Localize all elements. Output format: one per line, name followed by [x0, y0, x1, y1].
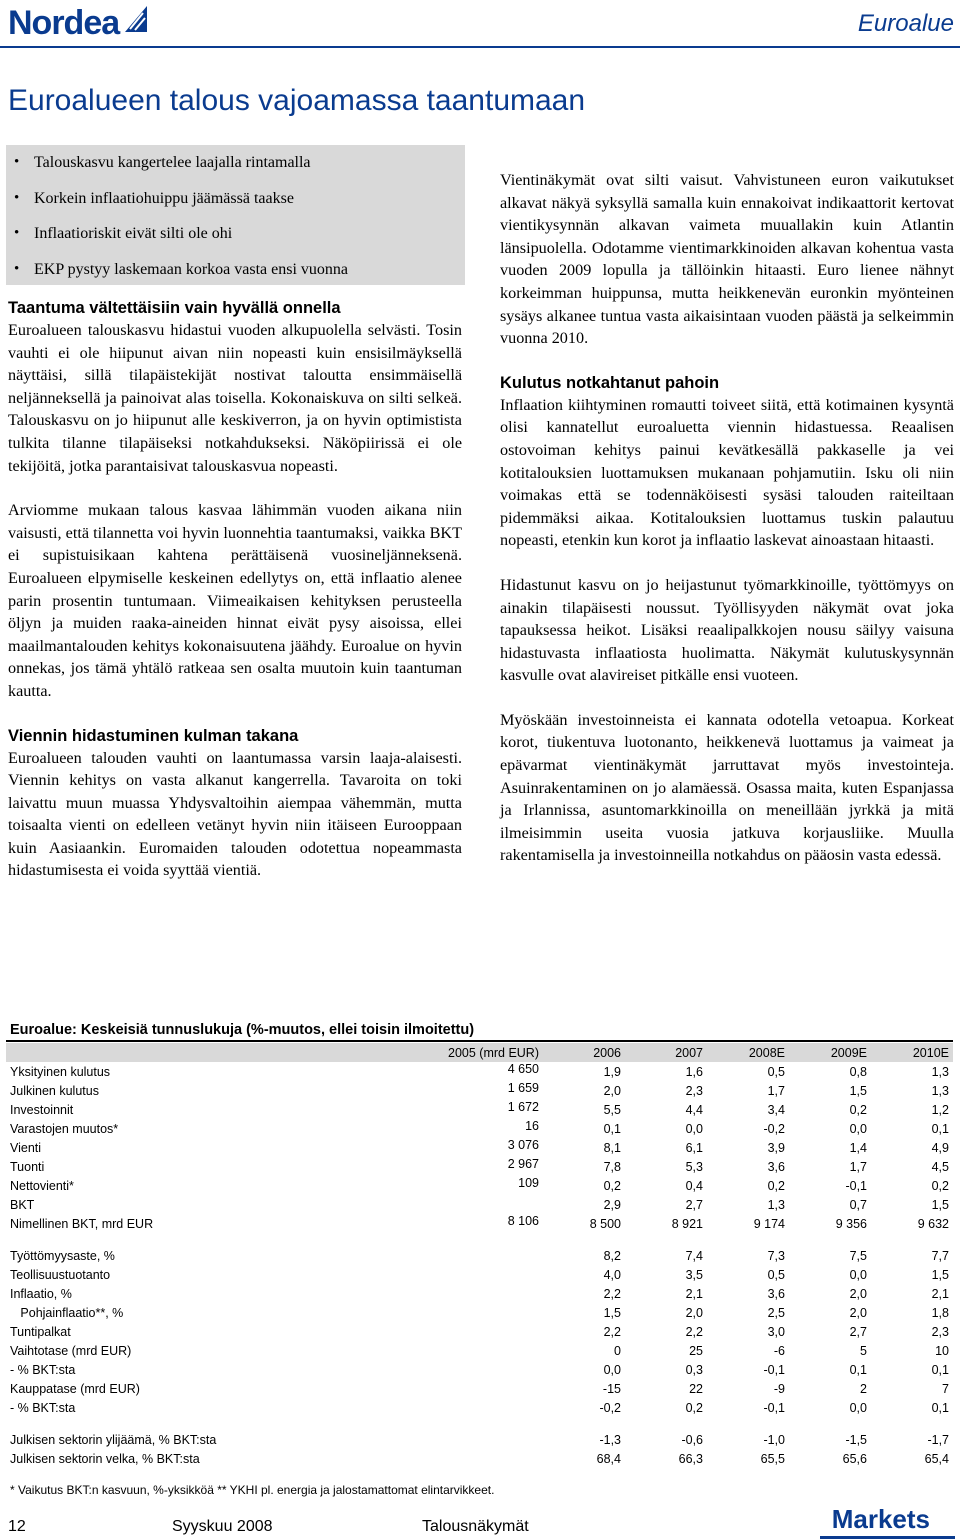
- table-row: [6, 1081, 953, 1100]
- value-cell: 0,0: [789, 1265, 871, 1284]
- value-cell: 0,2: [871, 1176, 953, 1195]
- row-label: Yksityinen kulutus: [6, 1062, 415, 1081]
- value-cell: 2,2: [543, 1322, 625, 1341]
- value-cell: 3,0: [707, 1322, 789, 1341]
- row-label: Julkisen sektorin ylijäämä, % BKT:sta: [6, 1430, 415, 1449]
- table-row: [6, 1341, 953, 1360]
- row-label: Inflaatio, %: [6, 1284, 415, 1303]
- value-cell: 2,2: [543, 1284, 625, 1303]
- value-cell: 68,4: [543, 1449, 625, 1468]
- row-label: Teollisuustuotanto: [6, 1265, 415, 1284]
- value-cell: [415, 1379, 543, 1398]
- value-cell: 2,0: [789, 1303, 871, 1322]
- value-cell: 3,5: [625, 1265, 707, 1284]
- row-label: Julkisen sektorin velka, % BKT:sta: [6, 1449, 415, 1468]
- value-cell: 1,5: [871, 1265, 953, 1284]
- value-cell: 1,3: [871, 1081, 953, 1100]
- bullet-item: • Inflaatioriskit eivät silti ole ohi: [6, 216, 465, 252]
- value-cell: 7,4: [625, 1246, 707, 1265]
- table-spacer: [6, 1417, 953, 1430]
- value-cell: 0,2: [789, 1100, 871, 1119]
- value-cell: 2,7: [789, 1322, 871, 1341]
- value-cell: 3 076: [415, 1138, 543, 1157]
- summary-bullets: [6, 145, 465, 285]
- value-cell: 4,5: [871, 1157, 953, 1176]
- header-cell: 2009E: [789, 1043, 871, 1062]
- table-row: [6, 1214, 953, 1233]
- value-cell: 1,5: [871, 1195, 953, 1214]
- value-cell: 0: [543, 1341, 625, 1360]
- value-cell: 0,1: [543, 1119, 625, 1138]
- value-cell: -1,7: [871, 1430, 953, 1449]
- value-cell: -1,3: [543, 1430, 625, 1449]
- value-cell: 3,6: [707, 1157, 789, 1176]
- bullet-item: • Korkein inflaatiohuippu jäämässä taakse: [6, 181, 465, 217]
- bullet-item: • EKP pystyy laskemaan korkoa vasta ensi vuonna: [6, 252, 465, 288]
- value-cell: [415, 1322, 543, 1341]
- value-cell: 65,4: [871, 1449, 953, 1468]
- value-cell: 1,7: [789, 1157, 871, 1176]
- header-cell-label: [6, 1043, 415, 1062]
- value-cell: 8,2: [543, 1246, 625, 1265]
- sail-icon: [121, 4, 151, 34]
- table-row: [6, 1449, 953, 1468]
- header-cell: 2008E: [707, 1043, 789, 1062]
- table-row: [6, 1195, 953, 1214]
- value-cell: 1,5: [789, 1081, 871, 1100]
- value-cell: 2,3: [625, 1081, 707, 1100]
- value-cell: 0,4: [625, 1176, 707, 1195]
- value-cell: 5,5: [543, 1100, 625, 1119]
- value-cell: 0,0: [543, 1360, 625, 1379]
- paragraph: Arviomme mukaan talous kasvaa lähimmän vuoden aikana niin vaisusti, että tilannetta voi hyvin luonnehtia taantumaksi, vaikka BKT ei supistuisikaan kahtena perättäisenä vuosineljänneksenä. Euroalueen elpymiselle keskeinen edellytys on, että inflaatio alenee parin prosentin tuntumaan. Viimeaikaisen kehityksen perusteella öljyn ja muiden raaka-aineiden hinnat eivät pysy aisoissa, ellei maailmantalouden kehitys kokonaisuutena jäähdy. Euroalue on hyvin onnekas, jos tämä yhtälö ratkeaa sen osalta muutoin kuin taantuman kautta.: [8, 501, 462, 700]
- value-cell: 0,1: [871, 1398, 953, 1417]
- value-cell: 7: [871, 1379, 953, 1398]
- header-cell: 2005 (mrd EUR): [415, 1043, 543, 1062]
- value-cell: [415, 1360, 543, 1379]
- logo-text: Nordea: [8, 3, 120, 42]
- table-footnote: * Vaikutus BKT:n kasvuun, %-yksikköä ** YKHI pl. energia ja jalostamattomat elintarvikkeet.: [10, 1483, 495, 1497]
- value-cell: 3,6: [707, 1284, 789, 1303]
- publication-date: Syyskuu 2008: [172, 1518, 273, 1535]
- paragraph: Euroalueen talouden vauhti on laantumassa varsin laaja-alaisesti. Viennin kehitys on vasta alkanut kangerrella. Tavaroita on toki laivattu muun muassa Yhdysvaltoihin aiempaa vähemmän, mutta toisaalta vienti on edelleen vetänyt hyvin niin itäiseen Eurooppaan kuin Aasiaankin. Euromaiden talouden odotettua nopeammasta hidastumisesta ei voida syyttää vientiä.: [8, 748, 462, 880]
- right-column: [500, 169, 954, 889]
- value-cell: 2,2: [625, 1322, 707, 1341]
- value-cell: 2: [789, 1379, 871, 1398]
- value-cell: 5,3: [625, 1157, 707, 1176]
- value-cell: 1,3: [871, 1062, 953, 1081]
- row-label: Työttömyysaste, %: [6, 1246, 415, 1265]
- value-cell: 16: [415, 1119, 543, 1138]
- value-cell: 9 174: [707, 1214, 789, 1233]
- section-label: Euroalue: [857, 10, 954, 37]
- value-cell: 5: [789, 1341, 871, 1360]
- table-row: [6, 1265, 953, 1284]
- value-cell: [415, 1303, 543, 1322]
- table-row: [6, 1138, 953, 1157]
- value-cell: 2,3: [871, 1322, 953, 1341]
- spacer-cell: [6, 1417, 953, 1430]
- table-row: [6, 1379, 953, 1398]
- value-cell: 2,0: [625, 1303, 707, 1322]
- paragraph: Inflaation kiihtyminen romautti toiveet siitä, että kotimainen kysyntä olisi kannatellut euroaluetta viennin hidastuessa. Reaalisen ostovoiman kehitys painui kevätkesällä pakkaselle ja vei kotitalouksien luottamuksen mukanaan pohjamutiin. Isku oli niin voimakas että se todennäköisesti sysäsi talouden raiteiltaan pidemmäksi aikaa. Kotitalouksien luottamus tuskin palautuu nopeasti, etenkin kun korot ja inflaatio laskevat ainoastaan hitaasti.: [500, 395, 954, 550]
- value-cell: -0,2: [543, 1398, 625, 1417]
- value-cell: 1,6: [625, 1062, 707, 1081]
- paragraph: Vientinäkymät ovat silti vaisut. Vahvistuneen euron vaikutukset alkavat näkyä syksyllä samalla kuin ennakoivat indikaattorit kertovat vientikysynnän alkavan vaimeta muuallakin kuin Atlantin länsipuolella. Odotamme vientimarkkinoiden alkavan kohentua vasta vuoden 2009 lopulla ja tällöinkin hitaasti. Euro lienee nähnyt korkeimman huippunsa, mutta heikkenevän euronkin myönteinen sysäys alkanee tuntua vasta aikaisintaan vuoden päästä ja selkeimmin vuonna 2010.: [500, 171, 954, 348]
- paragraph: Euroalueen talouskasvu hidastui vuoden alkupuolella selvästi. Tosin vauhti ei ole hiipunut aivan niin nopeasti kuin ensisilmäyksellä näyttäisi, sillä tilapäistekijät nostivat taloutta ensimmäisellä neljänneksellä ja painoivat alas toisella. Kokonaiskuva on silti selkeä. Talouskasvu on jo hiipunut alle keskiverron, ja on hyvin optimistista tulkita tilanne tilapäiseksi notkahdukseksi. Näköpiirissä ei ole tekijöitä, jotka parantaisivat talouskasvua nopeasti.: [8, 321, 462, 475]
- value-cell: -0,2: [707, 1119, 789, 1138]
- value-cell: 0,5: [707, 1062, 789, 1081]
- value-cell: -0,1: [789, 1176, 871, 1195]
- value-cell: 1,4: [789, 1138, 871, 1157]
- table-header-row: [6, 1043, 953, 1062]
- value-cell: 0,0: [625, 1119, 707, 1138]
- value-cell: 2,1: [625, 1284, 707, 1303]
- value-cell: [415, 1341, 543, 1360]
- value-cell: 0,1: [871, 1360, 953, 1379]
- value-cell: 3,4: [707, 1100, 789, 1119]
- value-cell: -9: [707, 1379, 789, 1398]
- value-cell: 0,5: [707, 1265, 789, 1284]
- value-cell: 2,7: [625, 1195, 707, 1214]
- value-cell: 4,4: [625, 1100, 707, 1119]
- header-cell: 2006: [543, 1043, 625, 1062]
- value-cell: 2,5: [707, 1303, 789, 1322]
- value-cell: -0,1: [707, 1360, 789, 1379]
- value-cell: 4,9: [871, 1138, 953, 1157]
- paragraph: Hidastunut kasvu on jo heijastunut työmarkkinoille, työttömyys on ainakin tilapäisesti noussut. Työllisyyden näkymät ovat joka tapauksessa heikot. Lisäksi reaalipalkkojen nousu säilyy vaisuna hidastuvasta inflaatiosta huolimatta. Näkymät kulutuskysynnän kasvulle ovat alavireiset pitkälle ensi vuoteen.: [500, 575, 954, 685]
- table-row: [6, 1119, 953, 1138]
- value-cell: 10: [871, 1341, 953, 1360]
- value-cell: 4,0: [543, 1265, 625, 1284]
- value-cell: 0,7: [789, 1195, 871, 1214]
- value-cell: 0,8: [789, 1062, 871, 1081]
- paragraph: Myöskään investoinneista ei kannata odotella vetoapua. Korkeat korot, tiukentuva luotonanto, heikkenevä luottamus ja vaimeat ja epävarmat vientinäkymät jarruttavat myös investointeja. Asuinrakentaminen on jo alamäessä. Osassa maita, kuten Espanjassa ja Irlannissa, asuntomarkkinoilla on meneillään jyrkkä ja mitä ilmeisimmin useita vuosia jatkuva korjausliike. Muulla rakentamisella ja investoinneilla notkahdus on pääosin vasta edessä.: [500, 710, 954, 865]
- value-cell: 0,2: [707, 1176, 789, 1195]
- nordea-logo: [8, 4, 151, 42]
- value-cell: 1,5: [543, 1303, 625, 1322]
- row-label: Tuonti: [6, 1157, 415, 1176]
- row-label: Julkinen kulutus: [6, 1081, 415, 1100]
- table-row: [6, 1398, 953, 1417]
- value-cell: 9 632: [871, 1214, 953, 1233]
- value-cell: 1 672: [415, 1100, 543, 1119]
- value-cell: [415, 1265, 543, 1284]
- value-cell: 1,9: [543, 1062, 625, 1081]
- value-cell: [415, 1398, 543, 1417]
- value-cell: 0,1: [871, 1119, 953, 1138]
- row-label: BKT: [6, 1195, 415, 1214]
- markets-logo: Markets: [831, 1504, 930, 1534]
- page-number: 12: [8, 1518, 26, 1535]
- row-label: Kauppatase (mrd EUR): [6, 1379, 415, 1398]
- table-row: [6, 1430, 953, 1449]
- value-cell: 6,1: [625, 1138, 707, 1157]
- value-cell: 1,7: [707, 1081, 789, 1100]
- table-spacer: [6, 1233, 953, 1246]
- row-label: Investoinnit: [6, 1100, 415, 1119]
- table-row: [6, 1100, 953, 1119]
- table-row: [6, 1360, 953, 1379]
- value-cell: -0,6: [625, 1430, 707, 1449]
- value-cell: [415, 1449, 543, 1468]
- page-title: Euroalueen talous vajoamassa taantumaan: [8, 84, 586, 117]
- value-cell: 7,7: [871, 1246, 953, 1265]
- value-cell: 0,2: [543, 1176, 625, 1195]
- value-cell: 0,3: [625, 1360, 707, 1379]
- value-cell: 7,3: [707, 1246, 789, 1265]
- section-heading: Kulutus notkahtanut pahoin: [500, 373, 720, 392]
- value-cell: 3,9: [707, 1138, 789, 1157]
- row-label: Vaihtotase (mrd EUR): [6, 1341, 415, 1360]
- value-cell: [415, 1430, 543, 1449]
- value-cell: 0,1: [789, 1360, 871, 1379]
- row-label: - % BKT:sta: [6, 1360, 415, 1379]
- value-cell: -1,5: [789, 1430, 871, 1449]
- header-cell: 2010E: [871, 1043, 953, 1062]
- table-row: [6, 1246, 953, 1265]
- value-cell: 65,6: [789, 1449, 871, 1468]
- value-cell: 8 921: [625, 1214, 707, 1233]
- value-cell: 0,2: [625, 1398, 707, 1417]
- table-row: [6, 1322, 953, 1341]
- value-cell: [415, 1195, 543, 1214]
- header-divider: [0, 46, 960, 48]
- value-cell: [415, 1246, 543, 1265]
- table-row: [6, 1157, 953, 1176]
- value-cell: 0,0: [789, 1119, 871, 1138]
- value-cell: 0,0: [789, 1398, 871, 1417]
- section-heading: Viennin hidastuminen kulman takana: [8, 726, 299, 745]
- value-cell: 7,8: [543, 1157, 625, 1176]
- row-label: Pohjainflaatio**, %: [6, 1303, 415, 1322]
- table-row: [6, 1284, 953, 1303]
- row-label: Nimellinen BKT, mrd EUR: [6, 1214, 415, 1233]
- row-label: Nettovienti*: [6, 1176, 415, 1195]
- left-column: [8, 297, 462, 904]
- key-figures-table: [6, 1043, 953, 1468]
- value-cell: 9 356: [789, 1214, 871, 1233]
- bullet-item: • Talouskasvu kangertelee laajalla rintamalla: [6, 145, 465, 181]
- value-cell: -0,1: [707, 1398, 789, 1417]
- value-cell: 8 106: [415, 1214, 543, 1233]
- value-cell: -15: [543, 1379, 625, 1398]
- value-cell: 8 500: [543, 1214, 625, 1233]
- value-cell: 1 659: [415, 1081, 543, 1100]
- value-cell: [415, 1284, 543, 1303]
- value-cell: 2,0: [789, 1284, 871, 1303]
- value-cell: 4 650: [415, 1062, 543, 1081]
- value-cell: 22: [625, 1379, 707, 1398]
- value-cell: 7,5: [789, 1246, 871, 1265]
- value-cell: -6: [707, 1341, 789, 1360]
- row-label: Vienti: [6, 1138, 415, 1157]
- spacer-cell: [6, 1233, 953, 1246]
- table-row: [6, 1303, 953, 1322]
- value-cell: 2,0: [543, 1081, 625, 1100]
- header-cell: 2007: [625, 1043, 707, 1062]
- value-cell: 25: [625, 1341, 707, 1360]
- publication-name: Talousnäkymät: [422, 1518, 529, 1535]
- value-cell: 1,8: [871, 1303, 953, 1322]
- value-cell: 1,3: [707, 1195, 789, 1214]
- row-label: Varastojen muutos*: [6, 1119, 415, 1138]
- row-label: Tuntipalkat: [6, 1322, 415, 1341]
- row-label: - % BKT:sta: [6, 1398, 415, 1417]
- table-row: [6, 1176, 953, 1195]
- value-cell: -1,0: [707, 1430, 789, 1449]
- value-cell: 2,9: [543, 1195, 625, 1214]
- table-title: Euroalue: Keskeisiä tunnuslukuja (%-muutos, ellei toisin ilmoitettu): [10, 1022, 475, 1038]
- value-cell: 66,3: [625, 1449, 707, 1468]
- table-top-rule: [6, 1040, 953, 1042]
- value-cell: 109: [415, 1176, 543, 1195]
- value-cell: 1,2: [871, 1100, 953, 1119]
- value-cell: 65,5: [707, 1449, 789, 1468]
- table-row: [6, 1062, 953, 1081]
- value-cell: 2,1: [871, 1284, 953, 1303]
- section-heading: Taantuma vältettäisiin vain hyvällä onnella: [8, 299, 341, 317]
- value-cell: 2 967: [415, 1157, 543, 1176]
- value-cell: 8,1: [543, 1138, 625, 1157]
